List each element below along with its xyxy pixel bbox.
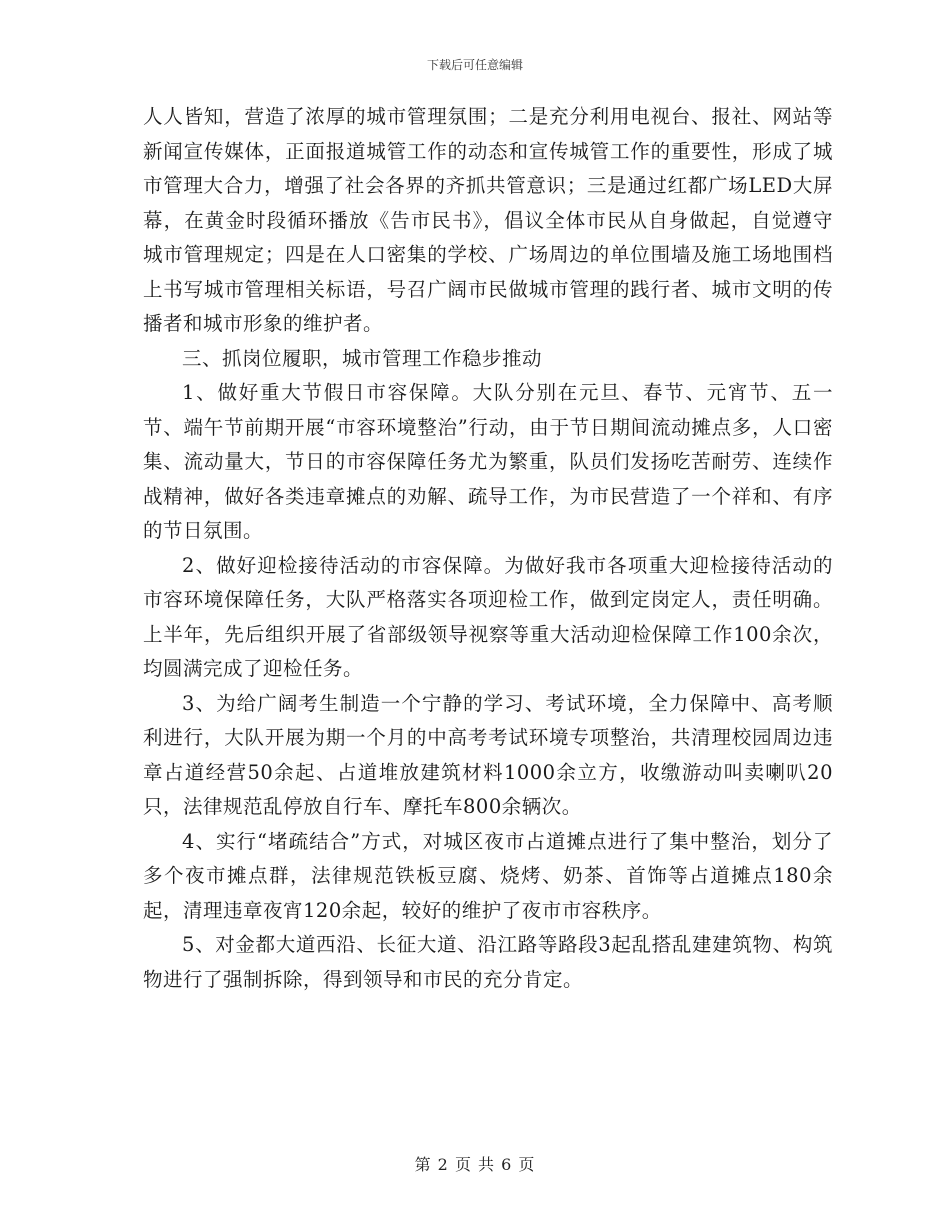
paragraph-item-4: 4、实行“堵疏结合”方式，对城区夜市占道摊点进行了集中整治，划分了多个夜市摊点群，法律规范铁板豆腐、烧烤、奶茶、首饰等占道摊点180余起，清理违章夜宵120余起，较好的维护了夜市市容秩序。	[143, 829, 833, 922]
paragraph-item-3: 3、为给广阔考生制造一个宁静的学习、考试环境，全力保障中、高考顺利进行，大队开展为期一个月的中高考考试环境专项整治，共清理校园周边违章占道经营50余起、占道堆放建筑材料1000余立方，收缴游动叫卖喇叭20只，法律规范乱停放自行车、摩托车800余辆次。	[143, 691, 833, 818]
paragraph-item-2: 2、做好迎检接待活动的市容保障。为做好我市各项重大迎检接待活动的市容环境保障任务，大队严格落实各项迎检工作，做到定岗定人，责任明确。上半年，先后组织开展了省部级领导视察等重大活动迎检保障工作100余次，均圆满完成了迎检任务。	[143, 553, 833, 680]
page-footer: 第 2 页 共 6 页	[414, 1155, 536, 1174]
page-header: 下载后可任意编辑	[426, 58, 523, 72]
paragraph-item-5: 5、对金都大道西沿、长征大道、沿江路等路段3起乱搭乱建建筑物、构筑物进行了强制拆除，得到领导和市民的充分肯定。	[143, 933, 833, 991]
paragraph-continuation: 人人皆知，营造了浓厚的城市管理氛围；二是充分利用电视台、报社、网站等新闻宣传媒体，正面报道城管工作的动态和宣传城管工作的重要性，形成了城市管理大合力，增强了社会各界的齐抓共管意识；三是通过红都广场LED大屏幕，在黄金时段循环播放《告市民书》，倡议全体市民从自身做起，自觉遵守城市管理规定；四是在人口密集的学校、广场周边的单位围墙及施工场地围档上书写城市管理相关标语，号召广阔市民做城市管理的践行者、城市文明的传播者和城市形象的维护者。	[143, 105, 833, 335]
document-body	[143, 100, 833, 997]
section-heading: 三、抓岗位履职，城市管理工作稳步推动	[182, 346, 543, 370]
paragraph-item-1: 1、做好重大节假日市容保障。大队分别在元旦、春节、元宵节、五一节、端午节前期开展“市容环境整治”行动，由于节日期间流动摊点多，人口密集、流动量大，节日的市容保障任务尤为繁重，队员们发扬吃苦耐劳、连续作战精神，做好各类违章摊点的劝解、疏导工作，为市民营造了一个祥和、有序的节日氛围。	[143, 381, 833, 542]
